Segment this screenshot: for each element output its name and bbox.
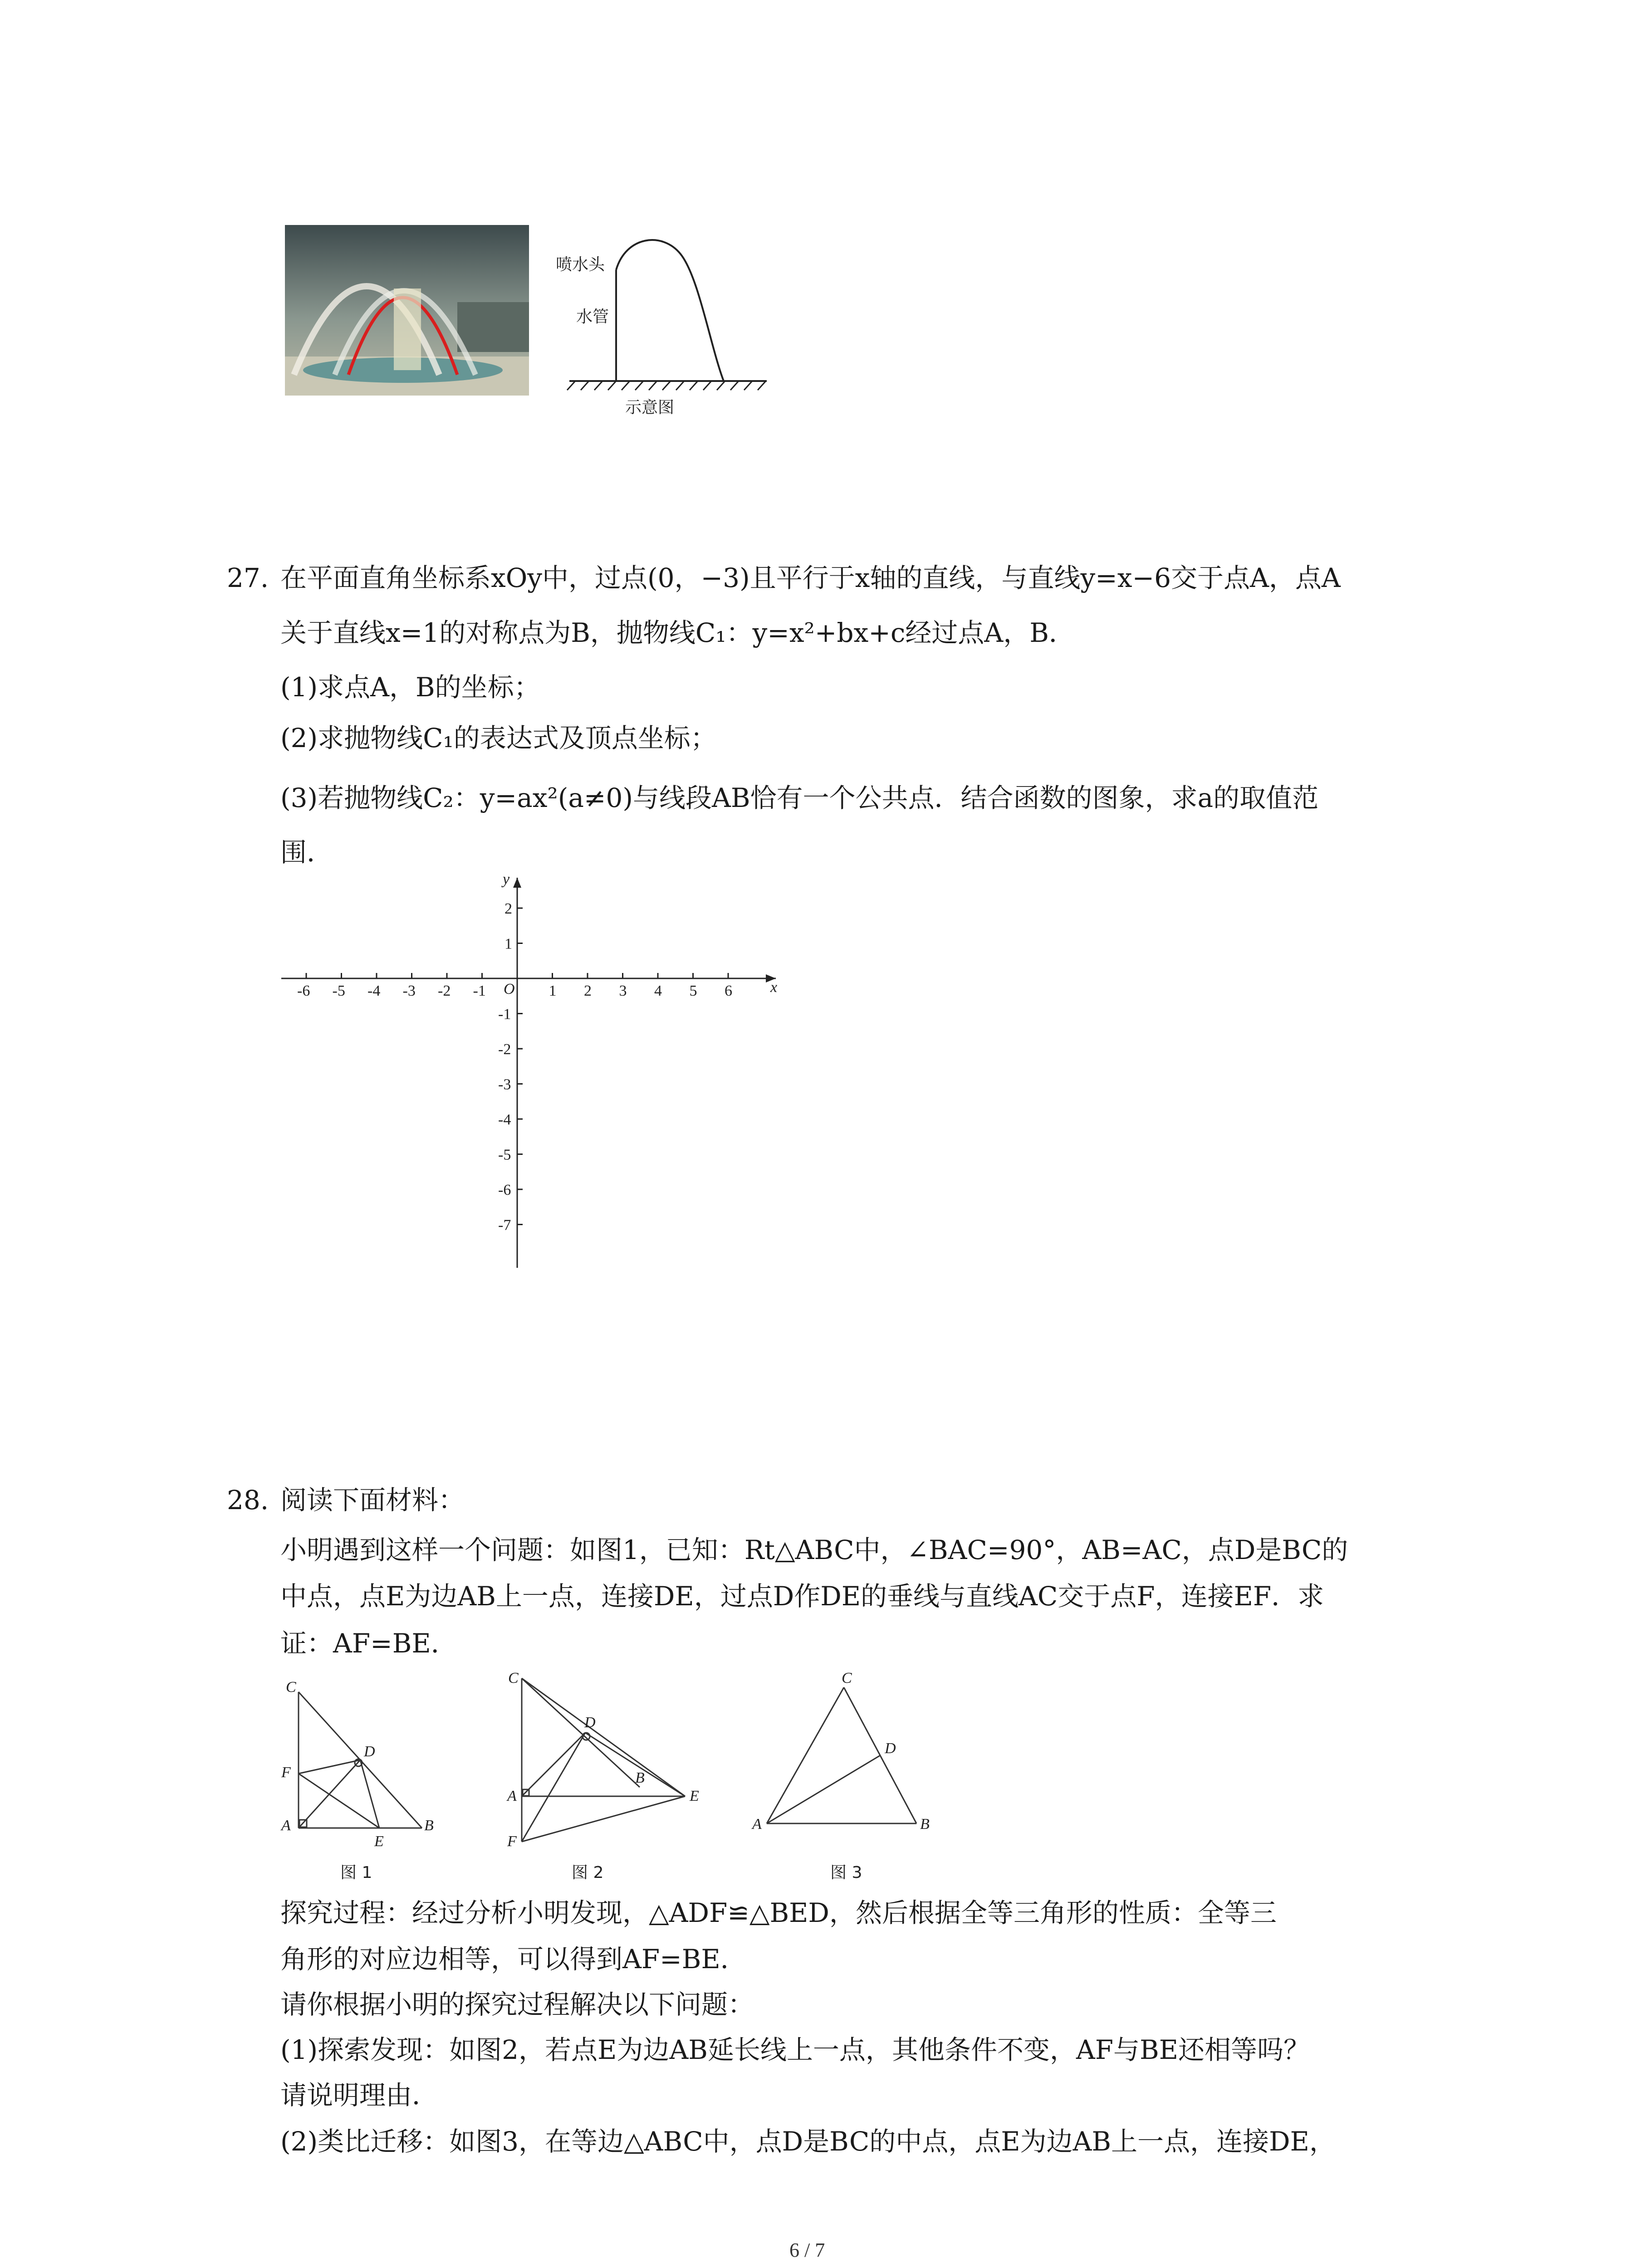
q28-p2-line1: (2)类比迁移：如图3，在等边△ABC中，点D是BC的中点，点E为边AB上一点，连接DE， (280, 2126, 1336, 2157)
fig1-label-e: E (374, 1833, 384, 1850)
y-tick-label: 1 (505, 935, 512, 953)
fig2-caption: 图 2 (572, 1863, 604, 1882)
q28-explore2: 角形的对应边相等，可以得到AF=BE． (280, 1944, 747, 1975)
q28-number: 28. (227, 1485, 269, 1515)
x-tick-label: -3 (402, 982, 416, 999)
x-tick-label: 1 (549, 982, 557, 999)
fig2-label-d: D (584, 1714, 596, 1731)
x-tick-label: 6 (725, 982, 732, 999)
fig3-label-c: C (842, 1670, 852, 1686)
fountain-schematic (522, 227, 785, 426)
fig3-label-d: D (885, 1740, 896, 1757)
y-tick-label: -3 (498, 1076, 511, 1093)
x-tick-label: 5 (689, 982, 697, 999)
fig2-label-a: A (507, 1788, 517, 1804)
fountain-photo-art (285, 225, 529, 396)
q27-number: 27. (227, 562, 269, 593)
fountain-photo (285, 225, 529, 396)
origin-label: O (504, 981, 515, 997)
x-tick-label: -6 (297, 982, 310, 999)
x-tick-label: -2 (438, 982, 451, 999)
x-tick-label: 2 (584, 982, 592, 999)
q28-p1-line1: (1)探索发现：如图2，若点E为边AB延长线上一点，其他条件不变，AF与BE还相等吗？ (280, 2034, 1310, 2065)
y-tick-label: -7 (498, 1217, 511, 1234)
q28-line1: 小明遇到这样一个问题：如图1，已知：Rt△ABC中，∠BAC=90°，AB=AC，点D是BC的 (280, 1535, 1348, 1565)
coordinate-axes (272, 869, 808, 1268)
figure-3 (744, 1669, 953, 1887)
fig2-label-b: B (635, 1769, 645, 1786)
q27-line1: 在平面直角坐标系xOy中，过点(0，−3)且平行于x轴的直线，与直线y=x−6交于点A，点A (280, 562, 1341, 593)
q28-line2: 中点，点E为边AB上一点，连接DE，过点D作DE的垂线与直线AC交于点F，连接EF．求 (280, 1581, 1324, 1612)
q28-explore1: 探究过程：经过分析小明发现，△ADF≌△BED，然后根据全等三角形的性质：全等三 (280, 1897, 1277, 1928)
fig2-label-e: E (690, 1788, 699, 1804)
y-axis-label: y (503, 871, 510, 888)
y-tick-label: -1 (498, 1006, 511, 1023)
nozzle-label: 喷水头 (556, 255, 605, 274)
fig1-label-b: B (424, 1817, 434, 1834)
fig3-label-b: B (920, 1816, 930, 1833)
x-tick-label: 4 (654, 982, 662, 999)
fig1-label-a: A (281, 1817, 291, 1834)
x-tick-label: -1 (473, 982, 486, 999)
q28-intro: 阅读下面材料： (280, 1485, 465, 1515)
y-tick-label: -2 (498, 1041, 511, 1058)
y-tick-label: -4 (498, 1111, 511, 1128)
fig2-label-f: F (507, 1833, 517, 1850)
q28-p1-line2: 请说明理由． (280, 2080, 439, 2111)
y-tick-label: -6 (498, 1182, 511, 1198)
q27-part3-line2: 围． (280, 837, 333, 868)
schematic-caption: 示意图 (625, 398, 675, 417)
fig1-label-d: D (364, 1743, 375, 1760)
water-arc (616, 240, 724, 381)
q27-line2: 关于直线x=1的对称点为B，抛物线C₁：y=x²+bx+c经过点A，B． (280, 617, 1075, 648)
fig3-caption: 图 3 (830, 1863, 862, 1882)
fig1-label-f: F (281, 1764, 291, 1781)
fig2-label-c: C (508, 1670, 519, 1686)
figure-1 (272, 1674, 454, 1887)
page-number: 6 / 7 (789, 2239, 825, 2261)
figure-2 (495, 1660, 730, 1887)
x-tick-label: 3 (619, 982, 627, 999)
fig3-label-a: A (752, 1816, 762, 1833)
x-tick-label: -4 (367, 982, 381, 999)
x-axis-label: x (770, 979, 778, 996)
q27-part2: (2)求抛物线C₁的表达式及顶点坐标； (280, 723, 717, 753)
y-tick-label: 2 (505, 900, 512, 917)
fig1-label-c: C (286, 1679, 296, 1696)
fig1-caption: 图 1 (340, 1863, 372, 1882)
q27-part3-line1: (3)若抛物线C₂：y=ax²(a≠0)与线段AB恰有一个公共点．结合函数的图象，求a的取值范 (280, 782, 1319, 813)
q27-part1: (1)求点A，B的坐标； (280, 672, 540, 703)
x-tick-label: -5 (332, 982, 345, 999)
y-tick-label: -5 (498, 1146, 511, 1163)
pipe-label: 水管 (576, 308, 609, 326)
q28-line3: 证：AF=BE． (280, 1628, 457, 1659)
y-axis-arrow (513, 878, 521, 888)
q28-ask: 请你根据小明的探究过程解决以下问题： (280, 1989, 754, 2020)
